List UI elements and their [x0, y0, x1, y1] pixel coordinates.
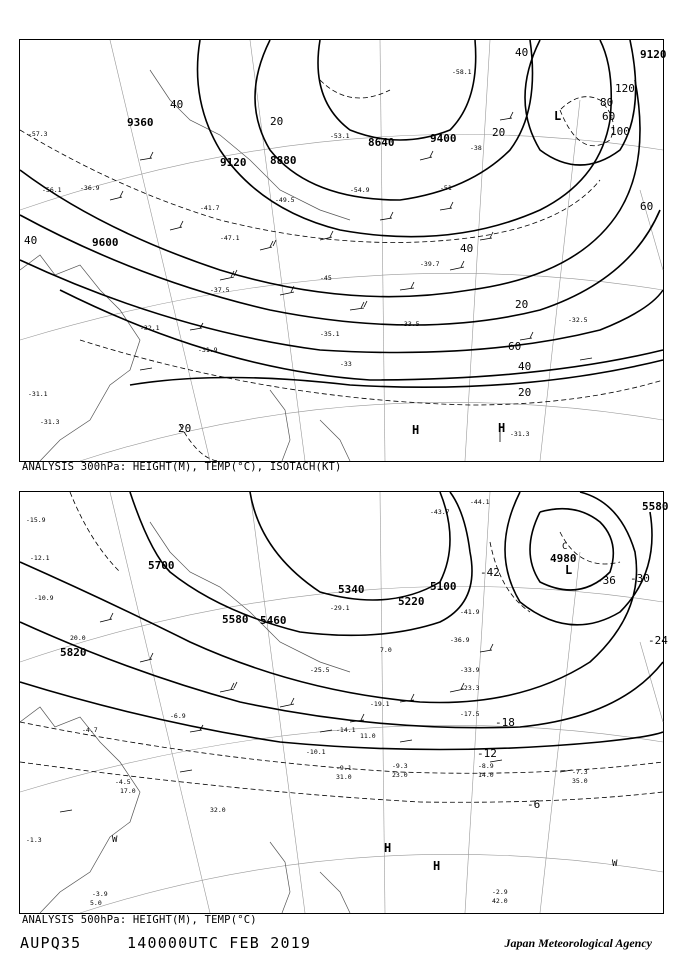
temp-plot: -36.9	[450, 636, 470, 644]
temp-plot: -41.7	[200, 204, 220, 212]
map-300hpa-caption: ANALYSIS 300hPa: HEIGHT(M), TEMP(°C), ISOTACH(KT)	[22, 461, 342, 473]
temp-plot: -29.1	[330, 604, 350, 612]
height-label: 9600	[92, 236, 119, 249]
dewpoint-plot: 31.0	[336, 773, 352, 781]
temperature-plots	[26, 498, 588, 898]
warm-center-marker: W	[612, 859, 618, 869]
temp-plot: -31.1	[28, 390, 48, 398]
temp-plot: -39.7	[420, 260, 440, 268]
temp-plot: -51	[440, 184, 452, 192]
isotach-label: 20	[492, 126, 506, 139]
temp-plot: -37.5	[210, 286, 230, 294]
height-label: 9400	[430, 132, 457, 145]
graticule	[20, 40, 663, 461]
temperature-plots	[28, 68, 588, 438]
temp-plot: -56.1	[42, 186, 62, 194]
height-contours	[20, 492, 663, 750]
isotherm-label: -12	[477, 747, 497, 760]
height-label: 5700	[148, 559, 175, 572]
temp-plot: -23.3	[460, 684, 480, 692]
dewpoint-plot: 32.0	[210, 806, 226, 814]
isotherm-label: -36	[596, 574, 616, 587]
dewpoint-plot: 35.0	[572, 777, 588, 785]
dewpoint-plot: 14.0	[478, 771, 494, 779]
temp-plot: -31.3	[40, 418, 60, 426]
height-label: 5460	[260, 614, 287, 627]
isotherm-label: -24	[648, 634, 668, 647]
dewpoint-plots	[70, 634, 588, 907]
temp-plot: -10.9	[34, 594, 54, 602]
isotach-label: 60	[640, 200, 654, 213]
temp-plot: -47.1	[220, 234, 240, 242]
dewpoint-plot: 5.0	[90, 899, 102, 907]
high-center-marker: H	[384, 841, 392, 855]
temp-plot: -15.9	[26, 516, 46, 524]
low-center-marker: L	[554, 109, 562, 123]
high-center-marker: H	[412, 423, 420, 437]
height-label: 8880	[270, 154, 297, 167]
temp-plot: -33.5	[400, 320, 420, 328]
height-label: 5100	[430, 580, 457, 593]
height-label: 5580	[642, 500, 669, 513]
high-center-marker: H	[433, 859, 441, 873]
isotach-label: 40	[170, 98, 184, 111]
valid-time: 140000UTC FEB 2019	[127, 934, 312, 952]
height-label: 5220	[398, 595, 425, 608]
wind-barbs	[60, 613, 572, 812]
temp-plot: -43.7	[430, 508, 450, 516]
dewpoint-plot: 17.0	[120, 787, 136, 795]
temp-plot: -2.9	[492, 888, 508, 896]
height-label: 5580	[222, 613, 249, 626]
dewpoint-plot: 23.0	[392, 771, 408, 779]
isotach-label: 20	[518, 386, 532, 399]
height-label: 4980	[550, 552, 577, 565]
temp-plot: -35.1	[320, 330, 340, 338]
temp-plot: -17.5	[460, 710, 480, 718]
temp-plot: -41.9	[460, 608, 480, 616]
height-label: 8640	[368, 136, 395, 149]
dewpoint-plot: 7.0	[380, 646, 392, 654]
temp-plot: -10.1	[306, 748, 326, 756]
dewpoint-plot: 42.0	[492, 897, 508, 905]
cold-center-marker: C	[562, 542, 568, 552]
temp-plot: -38	[470, 144, 482, 152]
temp-plot: -53.1	[330, 132, 350, 140]
dewpoint-plot: 11.0	[360, 732, 376, 740]
height-label: 5340	[338, 583, 365, 596]
temp-plot: -54.9	[350, 186, 370, 194]
temp-plot: -19.1	[370, 700, 390, 708]
map-300hpa	[19, 39, 667, 462]
temp-plot: -9.3	[392, 762, 408, 770]
dewpoint-plot: 20.0	[70, 634, 86, 642]
temp-plot: -3.9	[92, 890, 108, 898]
height-label: 5820	[60, 646, 87, 659]
isotach-label: 120	[615, 82, 635, 95]
temp-plot: -33	[340, 360, 352, 368]
isotach-label: 40	[518, 360, 532, 373]
isotherm-label: -6	[527, 798, 541, 811]
isotach-label: 60	[602, 110, 616, 123]
temp-plot: -58.1	[452, 68, 472, 76]
isotach-label: 80	[600, 96, 614, 109]
isotherm-label: -42	[480, 566, 500, 579]
isotach-label: 40	[515, 46, 529, 59]
temp-plot: -4.5	[115, 778, 131, 786]
isotach-label: 20	[270, 115, 284, 128]
temp-plot: -31.3	[510, 430, 530, 438]
temp-plot: -44.1	[470, 498, 490, 506]
temp-plot: -57.3	[28, 130, 48, 138]
temp-plot: -1.3	[26, 836, 42, 844]
temp-plot: -9.1	[336, 764, 352, 772]
temp-plot: -36.9	[80, 184, 100, 192]
high-center-marker: H	[498, 421, 506, 435]
isotherm-label: -30	[630, 572, 650, 585]
height-contours	[20, 40, 663, 387]
height-label: 9120	[640, 48, 667, 61]
temp-plot: -4.7	[82, 726, 98, 734]
temp-plot: -45	[320, 274, 332, 282]
isotherms	[20, 492, 663, 802]
isotherm-label: -18	[495, 716, 515, 729]
warm-center-marker: W	[112, 835, 118, 845]
map-500hpa-caption: ANALYSIS 500hPa: HEIGHT(M), TEMP(°C)	[22, 914, 257, 926]
map-300hpa-svg	[20, 40, 667, 461]
map-500hpa-svg	[20, 492, 669, 913]
isotach-label: 40	[460, 242, 474, 255]
low-center-marker: L	[565, 563, 573, 577]
temp-plot: -12.1	[30, 554, 50, 562]
isotach-label: 20	[515, 298, 529, 311]
height-label: 9120	[220, 156, 247, 169]
temp-plot: -33.9	[460, 666, 480, 674]
temp-plot: -6.9	[170, 712, 186, 720]
isotach-label: 40	[24, 234, 38, 247]
temp-plot: -8.9	[478, 762, 494, 770]
isotach-label: 20	[178, 422, 192, 435]
height-label: 9360	[127, 116, 154, 129]
temp-plot: -31.9	[198, 346, 218, 354]
isotach-label: 60	[508, 340, 522, 353]
temp-plot: -14.1	[336, 726, 356, 734]
coastline	[20, 70, 350, 461]
temp-plot: -32.5	[568, 316, 588, 324]
temp-plot: -49.5	[275, 196, 295, 204]
agency-name: Japan Meteorological Agency	[504, 936, 652, 950]
temp-plot: -25.5	[310, 666, 330, 674]
map-500hpa	[19, 491, 669, 914]
product-code: AUPQ35	[20, 934, 82, 952]
temp-plot: -7.3	[572, 768, 588, 776]
isotach-label: 100	[610, 125, 630, 138]
temp-plot: -32.1	[140, 324, 160, 332]
